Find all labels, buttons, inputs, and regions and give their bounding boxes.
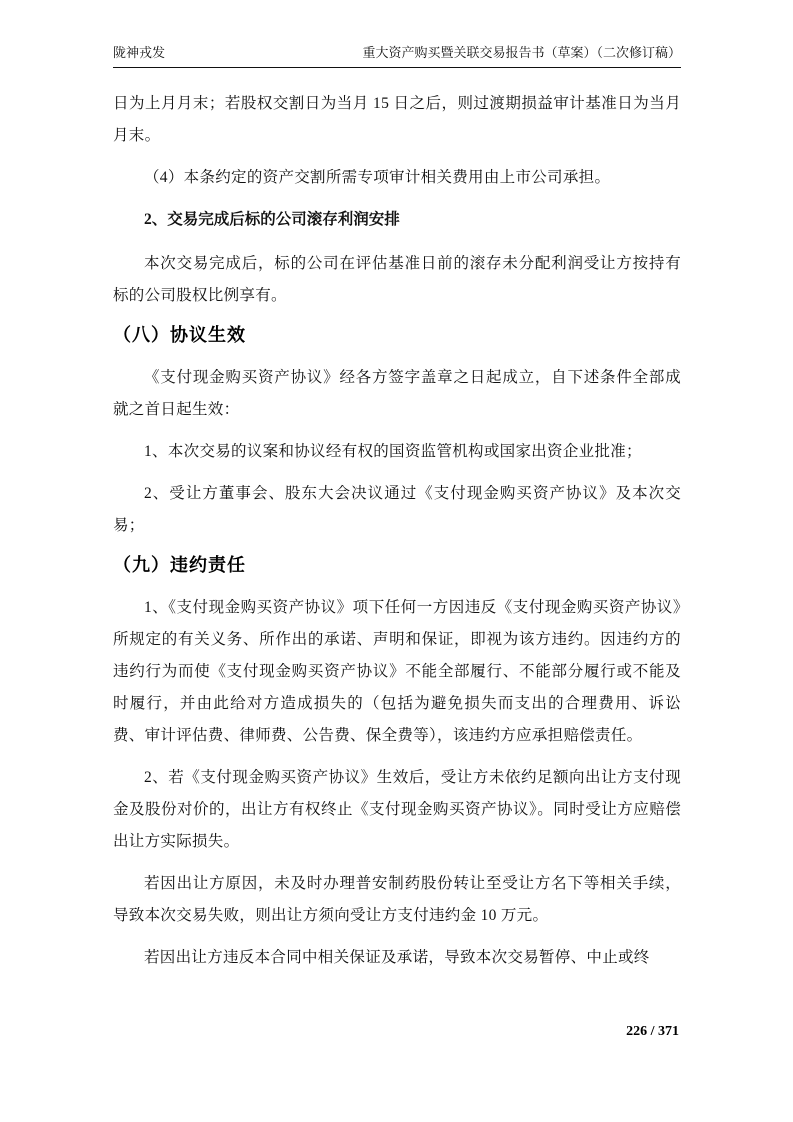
paragraph: 本次交易完成后，标的公司在评估基准日前的滚存未分配利润受让方按持有标的公司股权比例享有。 [113,255,681,304]
paragraph: 1、本次交易的议案和协议经有权的国资监管机构或国家出资企业批准； [144,443,642,460]
paragraph: 《支付现金购买资产协议》经各方签字盖章之日起成立，自下述条件全部成就之首日起生效： [113,369,681,418]
header-report-title: 重大资产购买暨关联交易报告书（草案）（二次修订稿） [362,45,681,60]
paragraph: 日为上月月末；若股权交割日为当月 15 日之后，则过渡期损益审计基准日为当月月末。 [113,95,681,144]
paragraph: 1、《支付现金购买资产协议》项下任何一方因违反《支付现金购买资产协议》所规定的有关义务、所作出的承诺、声明和保证，即视为该方违约。因违约方的违约行为而使《支付现金购买资产协议》不能全部履行、不能部分履行或不能及时履行，并由此给对方造成损失的（包括为避免损失而支出的合理费用、诉讼费、审计评估费、律师费、公告费、保全费等），该违约方应承担赔偿责任。 [113,599,681,744]
paragraph: 2、受让方董事会、股东大会决议通过《支付现金购买资产协议》及本次交易； [113,485,681,534]
section-heading-9: （九）违约责任 [113,555,246,575]
section-heading-8: （八）协议生效 [113,325,246,345]
page-header [113,44,681,68]
paragraph: 2、若《支付现金购买资产协议》生效后，受让方未依约足额向出让方支付现金及股份对价的，出让方有权终止《支付现金购买资产协议》。同时受让方应赔偿出让方实际损失。 [113,769,681,850]
sub-heading: 2、交易完成后标的公司滚存利润安排 [144,211,400,228]
paragraph: （4）本条约定的资产交割所需专项审计相关费用由上市公司承担。 [144,169,611,186]
header-company-name: 陇神戎发 [113,45,166,60]
document-body [113,88,681,984]
page-number: 226 / 371 [626,1024,679,1039]
paragraph: 若因出让方违反本合同中相关保证及承诺，导致本次交易暂停、中止或终 [144,949,650,966]
paragraph: 若因出让方原因，未及时办理普安制药股份转让至受让方名下等相关手续，导致本次交易失败，则出让方须向受让方支付违约金 10 万元。 [113,875,681,924]
